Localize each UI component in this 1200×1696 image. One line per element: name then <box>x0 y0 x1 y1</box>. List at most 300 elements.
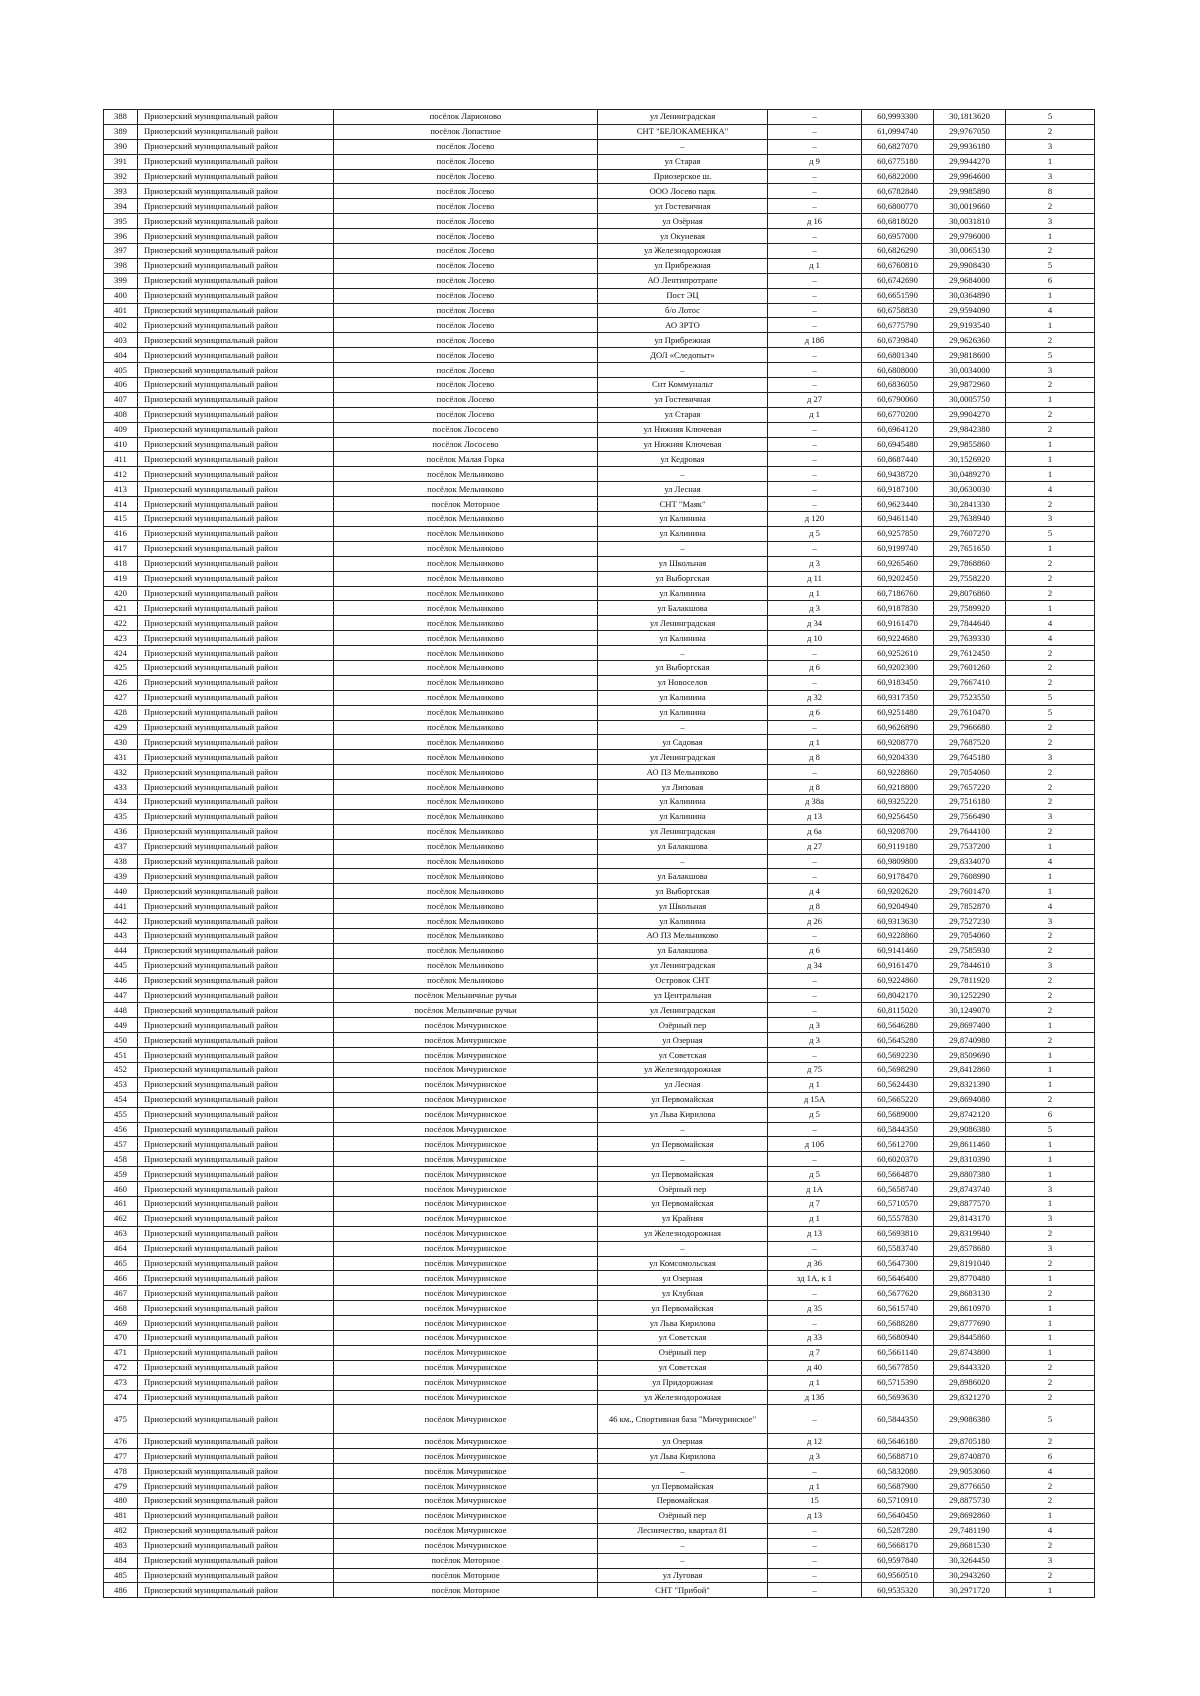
row-number: 410 <box>104 437 138 452</box>
count-cell: 2 <box>1006 199 1095 214</box>
longitude-cell: 30,0630030 <box>934 482 1006 497</box>
table-row <box>104 378 1095 393</box>
table-row <box>104 780 1095 795</box>
house-cell: д 1А <box>768 1182 862 1197</box>
street-cell: ул Железнодорожная <box>598 244 768 259</box>
table-row <box>104 809 1095 824</box>
longitude-cell: 29,7651650 <box>934 541 1006 556</box>
district-cell: Приозерский муниципальный район <box>138 1077 334 1092</box>
settlement-cell: посёлок Мичуринское <box>334 1375 598 1390</box>
latitude-cell: 60,5677850 <box>862 1360 934 1375</box>
latitude-cell: 60,5688280 <box>862 1316 934 1331</box>
latitude-cell: 60,5844350 <box>862 1122 934 1137</box>
settlement-cell: посёлок Мичуринское <box>334 1167 598 1182</box>
latitude-cell: 60,5844350 <box>862 1405 934 1434</box>
count-cell: 2 <box>1006 1003 1095 1018</box>
count-cell: 4 <box>1006 303 1095 318</box>
row-number: 452 <box>104 1063 138 1078</box>
district-cell: Приозерский муниципальный район <box>138 244 334 259</box>
settlement-cell: посёлок Мельниково <box>334 914 598 929</box>
latitude-cell: 60,5287280 <box>862 1523 934 1538</box>
count-cell: 1 <box>1006 1167 1095 1182</box>
house-cell: д 1 <box>768 1479 862 1494</box>
table-row <box>104 1375 1095 1390</box>
settlement-cell: посёлок Мичуринское <box>334 1152 598 1167</box>
count-cell: 3 <box>1006 1211 1095 1226</box>
settlement-cell: посёлок Мичуринское <box>334 1077 598 1092</box>
latitude-cell: 60,9141460 <box>862 943 934 958</box>
longitude-cell: 29,7589920 <box>934 601 1006 616</box>
district-cell: Приозерский муниципальный район <box>138 467 334 482</box>
longitude-cell: 29,9684000 <box>934 273 1006 288</box>
settlement-cell: посёлок Моторное <box>334 497 598 512</box>
latitude-cell: 60,9265460 <box>862 556 934 571</box>
longitude-cell: 29,7638940 <box>934 512 1006 527</box>
row-number: 436 <box>104 824 138 839</box>
street-cell: СНТ "Маяк" <box>598 497 768 512</box>
longitude-cell: 29,8875730 <box>934 1494 1006 1509</box>
street-cell: – <box>598 854 768 869</box>
house-cell: зд 1А, к 1 <box>768 1271 862 1286</box>
street-cell: ул Луговая <box>598 1568 768 1583</box>
row-number: 466 <box>104 1271 138 1286</box>
street-cell: ул Ленинградская <box>598 110 768 125</box>
settlement-cell: посёлок Мичуринское <box>334 1301 598 1316</box>
row-number: 404 <box>104 348 138 363</box>
longitude-cell: 30,3264450 <box>934 1553 1006 1568</box>
longitude-cell: 29,8986020 <box>934 1375 1006 1390</box>
count-cell: 1 <box>1006 1271 1095 1286</box>
house-cell: – <box>768 318 862 333</box>
house-cell: д 3 <box>768 1018 862 1033</box>
street-cell: Озёрный пер <box>598 1182 768 1197</box>
table-row <box>104 1286 1095 1301</box>
district-cell: Приозерский муниципальный район <box>138 660 334 675</box>
settlement-cell: посёлок Моторное <box>334 1583 598 1598</box>
row-number: 482 <box>104 1523 138 1538</box>
district-cell: Приозерский муниципальный район <box>138 214 334 229</box>
settlement-cell: посёлок Лососево <box>334 422 598 437</box>
district-cell: Приозерский муниципальный район <box>138 124 334 139</box>
district-cell: Приозерский муниципальный район <box>138 497 334 512</box>
table-row <box>104 497 1095 512</box>
count-cell: 2 <box>1006 1033 1095 1048</box>
row-number: 479 <box>104 1479 138 1494</box>
latitude-cell: 60,5661140 <box>862 1345 934 1360</box>
latitude-cell: 60,5693630 <box>862 1390 934 1405</box>
street-cell: ул Советская <box>598 1048 768 1063</box>
street-cell: – <box>598 1122 768 1137</box>
table-body <box>104 110 1095 1598</box>
table-row <box>104 422 1095 437</box>
table-row <box>104 1568 1095 1583</box>
house-cell: – <box>768 1523 862 1538</box>
settlement-cell: посёлок Мельниково <box>334 482 598 497</box>
street-cell: ул Выборгская <box>598 660 768 675</box>
count-cell: 4 <box>1006 616 1095 631</box>
count-cell: 2 <box>1006 1390 1095 1405</box>
street-cell: – <box>598 646 768 661</box>
district-cell: Приозерский муниципальный район <box>138 794 334 809</box>
latitude-cell: 60,9208700 <box>862 824 934 839</box>
longitude-cell: 30,0031810 <box>934 214 1006 229</box>
row-number: 445 <box>104 958 138 973</box>
table-row <box>104 1316 1095 1331</box>
house-cell: д 27 <box>768 839 862 854</box>
longitude-cell: 29,8334070 <box>934 854 1006 869</box>
district-cell: Приозерский муниципальный район <box>138 1211 334 1226</box>
count-cell: 5 <box>1006 526 1095 541</box>
street-cell: ул Выборгская <box>598 571 768 586</box>
longitude-cell: 30,0364890 <box>934 288 1006 303</box>
row-number: 480 <box>104 1494 138 1509</box>
house-cell: – <box>768 244 862 259</box>
table-row <box>104 1271 1095 1286</box>
latitude-cell: 60,5615740 <box>862 1301 934 1316</box>
row-number: 389 <box>104 124 138 139</box>
longitude-cell: 29,8310390 <box>934 1152 1006 1167</box>
longitude-cell: 29,7608990 <box>934 869 1006 884</box>
table-row <box>104 794 1095 809</box>
settlement-cell: посёлок Мельниково <box>334 809 598 824</box>
street-cell: – <box>598 1553 768 1568</box>
house-cell: д 3 <box>768 1033 862 1048</box>
latitude-cell: 60,5710570 <box>862 1197 934 1212</box>
count-cell: 2 <box>1006 1434 1095 1449</box>
row-number: 420 <box>104 586 138 601</box>
row-number: 443 <box>104 928 138 943</box>
street-cell: ул Льва Кирилова <box>598 1107 768 1122</box>
district-cell: Приозерский муниципальный район <box>138 571 334 586</box>
table-row <box>104 1464 1095 1479</box>
district-cell: Приозерский муниципальный район <box>138 452 334 467</box>
district-cell: Приозерский муниципальный район <box>138 229 334 244</box>
house-cell: – <box>768 482 862 497</box>
longitude-cell: 29,8743740 <box>934 1182 1006 1197</box>
table-row <box>104 690 1095 705</box>
longitude-cell: 29,8321270 <box>934 1390 1006 1405</box>
latitude-cell: 60,5645280 <box>862 1033 934 1048</box>
district-cell: Приозерский муниципальный район <box>138 363 334 378</box>
district-cell: Приозерский муниципальный район <box>138 1538 334 1553</box>
district-cell: Приозерский муниципальный район <box>138 303 334 318</box>
latitude-cell: 60,6822000 <box>862 169 934 184</box>
table-row <box>104 839 1095 854</box>
count-cell: 1 <box>1006 1063 1095 1078</box>
street-cell: ул Окуневая <box>598 229 768 244</box>
street-cell: ул Гостевичная <box>598 392 768 407</box>
row-number: 481 <box>104 1508 138 1523</box>
district-cell: Приозерский муниципальный район <box>138 199 334 214</box>
street-cell: ул Железнодорожная <box>598 1390 768 1405</box>
house-cell: – <box>768 928 862 943</box>
latitude-cell: 60,6827070 <box>862 139 934 154</box>
house-cell: – <box>768 288 862 303</box>
longitude-cell: 29,8319940 <box>934 1226 1006 1241</box>
district-cell: Приозерский муниципальный район <box>138 258 334 273</box>
settlement-cell: посёлок Лосево <box>334 139 598 154</box>
longitude-cell: 29,8443320 <box>934 1360 1006 1375</box>
street-cell: – <box>598 541 768 556</box>
row-number: 395 <box>104 214 138 229</box>
row-number: 406 <box>104 378 138 393</box>
house-cell: д 5 <box>768 1167 862 1182</box>
longitude-cell: 29,9842380 <box>934 422 1006 437</box>
settlement-cell: посёлок Мичуринское <box>334 1508 598 1523</box>
district-cell: Приозерский муниципальный район <box>138 1360 334 1375</box>
latitude-cell: 60,9161470 <box>862 616 934 631</box>
settlement-cell: посёлок Мельниково <box>334 541 598 556</box>
street-cell: Озёрный пер <box>598 1018 768 1033</box>
district-cell: Приозерский муниципальный район <box>138 601 334 616</box>
latitude-cell: 60,6020370 <box>862 1152 934 1167</box>
row-number: 407 <box>104 392 138 407</box>
longitude-cell: 29,9086380 <box>934 1122 1006 1137</box>
settlement-cell: посёлок Мельниково <box>334 660 598 675</box>
longitude-cell: 29,7844640 <box>934 616 1006 631</box>
settlement-cell: посёлок Лосево <box>334 348 598 363</box>
settlement-cell: посёлок Мельниково <box>334 735 598 750</box>
latitude-cell: 60,6801340 <box>862 348 934 363</box>
house-cell: д 8 <box>768 899 862 914</box>
district-cell: Приозерский муниципальный район <box>138 750 334 765</box>
row-number: 451 <box>104 1048 138 1063</box>
count-cell: 2 <box>1006 1494 1095 1509</box>
latitude-cell: 60,5677620 <box>862 1286 934 1301</box>
row-number: 471 <box>104 1345 138 1360</box>
count-cell: 4 <box>1006 854 1095 869</box>
house-cell: д 13 <box>768 809 862 824</box>
district-cell: Приозерский муниципальный район <box>138 512 334 527</box>
settlement-cell: посёлок Мичуринское <box>334 1523 598 1538</box>
latitude-cell: 60,9809800 <box>862 854 934 869</box>
house-cell: – <box>768 1122 862 1137</box>
table-row <box>104 110 1095 125</box>
table-row <box>104 765 1095 780</box>
district-cell: Приозерский муниципальный район <box>138 1449 334 1464</box>
latitude-cell: 60,8042170 <box>862 988 934 1003</box>
count-cell: 1 <box>1006 392 1095 407</box>
table-row <box>104 586 1095 601</box>
latitude-cell: 60,9325220 <box>862 794 934 809</box>
street-cell: ул Балакшова <box>598 869 768 884</box>
longitude-cell: 29,7527230 <box>934 914 1006 929</box>
street-cell: ул Ленинградская <box>598 750 768 765</box>
latitude-cell: 60,9560510 <box>862 1568 934 1583</box>
house-cell: д 3 <box>768 1449 862 1464</box>
latitude-cell: 60,9204330 <box>862 750 934 765</box>
district-cell: Приозерский муниципальный район <box>138 869 334 884</box>
table-row <box>104 139 1095 154</box>
house-cell: д 32 <box>768 690 862 705</box>
district-cell: Приозерский муниципальный район <box>138 809 334 824</box>
house-cell: д 11 <box>768 571 862 586</box>
settlement-cell: посёлок Лосево <box>334 273 598 288</box>
count-cell: 1 <box>1006 1345 1095 1360</box>
row-number: 472 <box>104 1360 138 1375</box>
house-cell: – <box>768 1568 862 1583</box>
count-cell: 2 <box>1006 988 1095 1003</box>
longitude-cell: 29,8683130 <box>934 1286 1006 1301</box>
count-cell: 1 <box>1006 1197 1095 1212</box>
longitude-cell: 29,7687520 <box>934 735 1006 750</box>
longitude-cell: 29,9985890 <box>934 184 1006 199</box>
district-cell: Приозерский муниципальный район <box>138 1197 334 1212</box>
settlement-cell: посёлок Мельниково <box>334 899 598 914</box>
latitude-cell: 60,6758830 <box>862 303 934 318</box>
longitude-cell: 29,8578680 <box>934 1241 1006 1256</box>
row-number: 448 <box>104 1003 138 1018</box>
row-number: 416 <box>104 526 138 541</box>
street-cell: ул Советская <box>598 1331 768 1346</box>
table-row <box>104 1390 1095 1405</box>
house-cell: д 36 <box>768 1256 862 1271</box>
row-number: 450 <box>104 1033 138 1048</box>
district-cell: Приозерский муниципальный район <box>138 854 334 869</box>
house-cell: д 7 <box>768 1345 862 1360</box>
street-cell: б/о Лотос <box>598 303 768 318</box>
house-cell: – <box>768 1316 862 1331</box>
street-cell: СНТ "Прибой" <box>598 1583 768 1598</box>
house-cell: д 1 <box>768 1211 862 1226</box>
settlement-cell: посёлок Мичуринское <box>334 1092 598 1107</box>
table-row <box>104 1523 1095 1538</box>
latitude-cell: 60,9202620 <box>862 884 934 899</box>
row-number: 467 <box>104 1286 138 1301</box>
settlement-cell: посёлок Мельниково <box>334 556 598 571</box>
row-number: 408 <box>104 407 138 422</box>
latitude-cell: 60,5624430 <box>862 1077 934 1092</box>
district-cell: Приозерский муниципальный район <box>138 735 334 750</box>
latitude-cell: 60,5665220 <box>862 1092 934 1107</box>
count-cell: 2 <box>1006 646 1095 661</box>
house-cell: д 40 <box>768 1360 862 1375</box>
district-cell: Приозерский муниципальный район <box>138 288 334 303</box>
house-cell: д 38а <box>768 794 862 809</box>
count-cell: 4 <box>1006 631 1095 646</box>
house-cell: д 13б <box>768 1390 862 1405</box>
latitude-cell: 60,9224680 <box>862 631 934 646</box>
row-number: 475 <box>104 1405 138 1434</box>
house-cell: д 33 <box>768 1331 862 1346</box>
house-cell: – <box>768 1553 862 1568</box>
latitude-cell: 60,9252610 <box>862 646 934 661</box>
count-cell: 1 <box>1006 1048 1095 1063</box>
district-cell: Приозерский муниципальный район <box>138 1226 334 1241</box>
district-cell: Приозерский муниципальный район <box>138 392 334 407</box>
district-cell: Приозерский муниципальный район <box>138 1256 334 1271</box>
table-row <box>104 1434 1095 1449</box>
table-row <box>104 571 1095 586</box>
district-cell: Приозерский муниципальный район <box>138 437 334 452</box>
longitude-cell: 29,8610970 <box>934 1301 1006 1316</box>
latitude-cell: 60,9623440 <box>862 497 934 512</box>
house-cell: д 4 <box>768 884 862 899</box>
house-cell: д 34 <box>768 958 862 973</box>
street-cell: ул Советская <box>598 1360 768 1375</box>
district-cell: Приозерский муниципальный район <box>138 675 334 690</box>
row-number: 435 <box>104 809 138 824</box>
count-cell: 2 <box>1006 556 1095 571</box>
row-number: 459 <box>104 1167 138 1182</box>
settlement-cell: посёлок Мельниково <box>334 958 598 973</box>
table-row <box>104 467 1095 482</box>
street-cell: ул Калинина <box>598 705 768 720</box>
settlement-cell: посёлок Мельниково <box>334 586 598 601</box>
street-cell: ул Школьная <box>598 556 768 571</box>
table-row <box>104 1553 1095 1568</box>
street-cell: ул Калинина <box>598 512 768 527</box>
row-number: 474 <box>104 1390 138 1405</box>
count-cell: 2 <box>1006 943 1095 958</box>
count-cell: 1 <box>1006 1331 1095 1346</box>
district-cell: Приозерский муниципальный район <box>138 943 334 958</box>
table-row <box>104 988 1095 1003</box>
longitude-cell: 29,8877570 <box>934 1197 1006 1212</box>
settlement-cell: посёлок Мичуринское <box>334 1286 598 1301</box>
longitude-cell: 30,0489270 <box>934 467 1006 482</box>
settlement-cell: посёлок Мичуринское <box>334 1360 598 1375</box>
district-cell: Приозерский муниципальный район <box>138 1301 334 1316</box>
longitude-cell: 29,8445860 <box>934 1331 1006 1346</box>
settlement-cell: посёлок Мичуринское <box>334 1331 598 1346</box>
district-cell: Приозерский муниципальный район <box>138 1568 334 1583</box>
settlement-cell: посёлок Мичуринское <box>334 1063 598 1078</box>
house-cell: – <box>768 169 862 184</box>
table-row <box>104 452 1095 467</box>
longitude-cell: 29,8509690 <box>934 1048 1006 1063</box>
settlement-cell: посёлок Лосево <box>334 318 598 333</box>
table-row <box>104 229 1095 244</box>
table-row <box>104 258 1095 273</box>
district-cell: Приозерский муниципальный район <box>138 110 334 125</box>
table-row <box>104 1479 1095 1494</box>
count-cell: 1 <box>1006 1152 1095 1167</box>
longitude-cell: 29,7054060 <box>934 765 1006 780</box>
district-cell: Приозерский муниципальный район <box>138 1331 334 1346</box>
house-cell: д 1 <box>768 1077 862 1092</box>
row-number: 446 <box>104 973 138 988</box>
longitude-cell: 29,8770480 <box>934 1271 1006 1286</box>
row-number: 461 <box>104 1197 138 1212</box>
longitude-cell: 29,7657220 <box>934 780 1006 795</box>
longitude-cell: 30,2943260 <box>934 1568 1006 1583</box>
district-cell: Приозерский муниципальный район <box>138 824 334 839</box>
street-cell: ул Новоселов <box>598 675 768 690</box>
row-number: 433 <box>104 780 138 795</box>
settlement-cell: посёлок Мичуринское <box>334 1107 598 1122</box>
district-cell: Приозерский муниципальный район <box>138 1523 334 1538</box>
table-row <box>104 244 1095 259</box>
district-cell: Приозерский муниципальный район <box>138 1508 334 1523</box>
street-cell: Пост ЭЦ <box>598 288 768 303</box>
street-cell: АО Лентипротрапе <box>598 273 768 288</box>
house-cell: д 13 <box>768 1508 862 1523</box>
district-cell: Приозерский муниципальный район <box>138 839 334 854</box>
settlement-cell: посёлок Ларионово <box>334 110 598 125</box>
district-cell: Приозерский муниципальный район <box>138 631 334 646</box>
row-number: 403 <box>104 333 138 348</box>
street-cell: ул Прибрежная <box>598 258 768 273</box>
latitude-cell: 60,9228860 <box>862 928 934 943</box>
table-row <box>104 407 1095 422</box>
district-cell: Приозерский муниципальный район <box>138 690 334 705</box>
latitude-cell: 60,8115020 <box>862 1003 934 1018</box>
count-cell: 1 <box>1006 869 1095 884</box>
district-cell: Приозерский муниципальный район <box>138 1271 334 1286</box>
count-cell: 5 <box>1006 1122 1095 1137</box>
row-number: 432 <box>104 765 138 780</box>
